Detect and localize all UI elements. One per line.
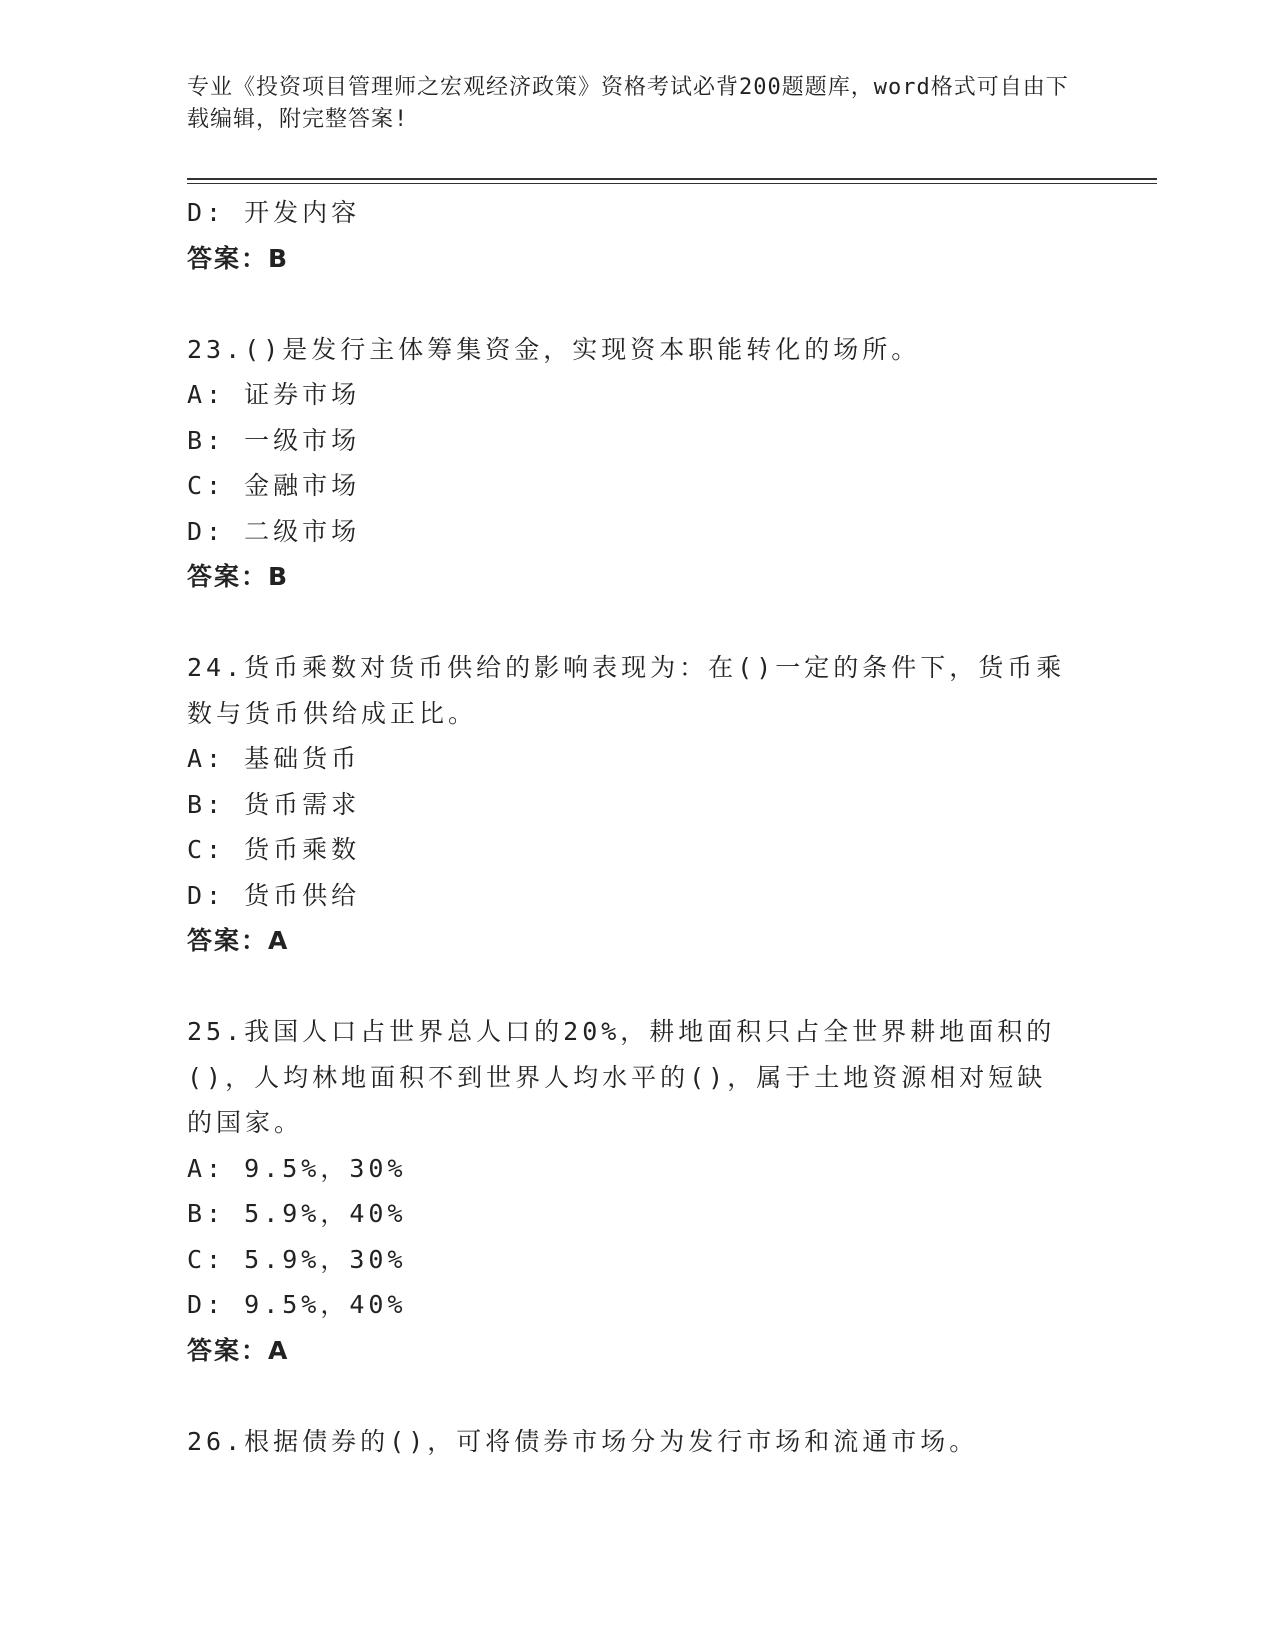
question-stem: 25.我国人口占世界总人口的20%，耕地面积只占全世界耕地面积的()，人均林地面积不到世界人均水平的()，属于土地资源相对短缺的国家。 [187, 1017, 1056, 1137]
document-content [187, 190, 1087, 1464]
question-stem: 26.根据债券的()，可将债券市场分为发行市场和流通市场。 [187, 1426, 979, 1456]
answer: 答案：A [187, 926, 290, 955]
option-c: C: 金融市场 [187, 471, 361, 500]
option-c: C: 5.9%，30% [187, 1244, 407, 1274]
question-stem: 23.()是发行主体筹集资金，实现资本职能转化的场所。 [187, 334, 921, 364]
spacer [187, 281, 1087, 327]
option-b: B: 5.9%，40% [187, 1199, 407, 1228]
option-b: B: 货币需求 [187, 789, 361, 819]
option-c: C: 货币乘数 [187, 835, 361, 864]
question-stem: 24.货币乘数对货币供给的影响表现为：在()一定的条件下，货币乘数与货币供给成正比。 [187, 653, 1066, 728]
header-divider-thick [187, 178, 1157, 180]
option-d: D: 9.5%，40% [187, 1290, 407, 1319]
document-header-title: 专业《投资项目管理师之宏观经济政策》资格考试必背200题题库，word格式可自由下载编辑，附完整答案! [187, 75, 1069, 132]
option-d: D: 开发内容 [187, 198, 361, 227]
spacer [187, 964, 1087, 1010]
option-a: A: 证券市场 [187, 380, 361, 409]
answer: 答案：B [187, 243, 290, 273]
spacer [187, 1373, 1087, 1419]
answer: 答案：B [187, 562, 290, 591]
option-a: A: 9.5%，30% [187, 1153, 407, 1183]
answer: 答案：A [187, 1335, 290, 1365]
header-divider-thin [187, 183, 1157, 184]
option-d: D: 货币供给 [187, 880, 361, 910]
spacer [187, 600, 1087, 646]
option-d: D: 二级市场 [187, 516, 361, 546]
option-b: B: 一级市场 [187, 425, 361, 455]
option-a: A: 基础货币 [187, 744, 361, 773]
